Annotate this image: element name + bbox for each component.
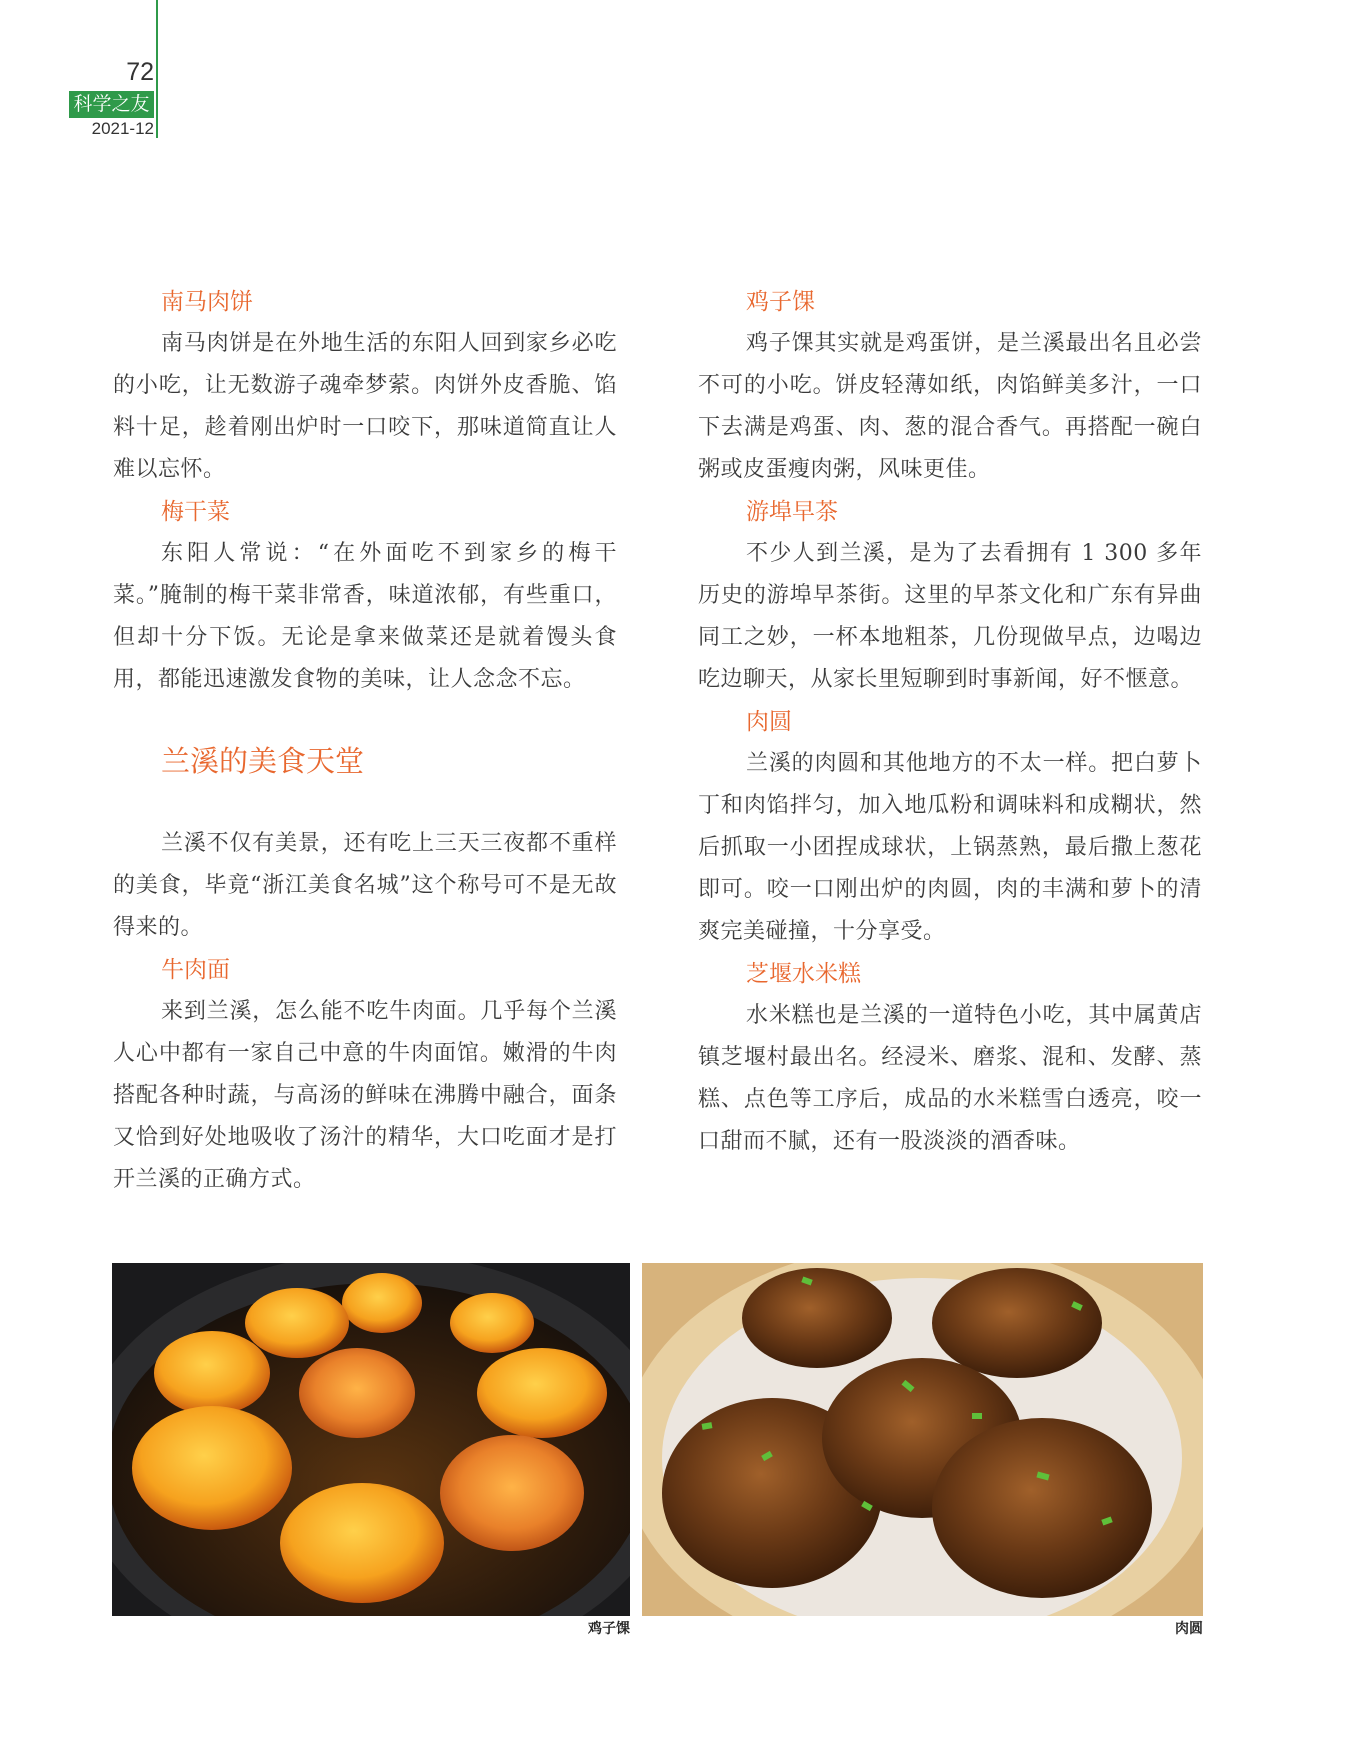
page-number: 72 xyxy=(126,58,154,86)
heading-niuroumian: 牛肉面 xyxy=(161,957,230,983)
paragraph-zhiyan-shuimigao: 水米糕也是兰溪的一道特色小吃，其中属黄店镇芝堰村最出名。经浸米、磨浆、混和、发酵、蒸糕、点色等工序后，成品的水米糕雪白透亮，咬一口甜而不腻，还有一股淡淡的酒香味。 xyxy=(698,1003,1202,1154)
paragraph-jiziguo: 鸡子馃其实就是鸡蛋饼，是兰溪最出名且必尝不可的小吃。饼皮轻薄如纸，肉馅鲜美多汁，一口下去满是鸡蛋、肉、葱的混合香气。再搭配一碗白粥或皮蛋瘦肉粥，风味更佳。 xyxy=(698,331,1202,482)
left-column xyxy=(113,281,617,1201)
heading-jiziguo: 鸡子馃 xyxy=(746,289,815,315)
heading-rouyuan: 肉圆 xyxy=(746,709,792,735)
issue-date: 2021-12 xyxy=(91,119,154,138)
paragraph-niuroumian: 来到兰溪，怎么能不吃牛肉面。几乎每个兰溪人心中都有一家自己中意的牛肉面馆。嫩滑的牛肉搭配各种时蔬，与高汤的鲜味在沸腾中融合，面条又恰到好处地吸收了汤汁的精华，大口吃面才是打开兰溪的正确方式。 xyxy=(113,999,617,1192)
heading-zhiyan-shuimigao: 芝堰水米糕 xyxy=(746,961,861,987)
paragraph-nanma-roubing: 南马肉饼是在外地生活的东阳人回到家乡必吃的小吃，让无数游子魂牵梦萦。肉饼外皮香脆、馅料十足，趁着刚出炉时一口咬下，那味道简直让人难以忘怀。 xyxy=(113,331,617,482)
paragraph-youbu-zaocha: 不少人到兰溪，是为了去看拥有 1 300 多年历史的游埠早茶街。这里的早茶文化和广东有异曲同工之妙，一杯本地粗茶，几份现做早点，边喝边吃边聊天，从家长里短聊到时事新闻，好不惬意。 xyxy=(698,541,1202,692)
jiziguo-illustration xyxy=(112,1263,630,1616)
caption-rouyuan: 肉圆 xyxy=(1175,1621,1203,1637)
caption-jiziguo: 鸡子馃 xyxy=(588,1621,630,1637)
paragraph-rouyuan: 兰溪的肉圆和其他地方的不太一样。把白萝卜丁和肉馅拌匀，加入地瓜粉和调味料和成糊状，然后抓取一小团捏成球状，上锅蒸熟，最后撒上葱花即可。咬一口刚出炉的肉圆，肉的丰满和萝卜的清爽完美碰撞，十分享受。 xyxy=(698,751,1202,944)
photo-jiziguo xyxy=(112,1263,630,1616)
paragraph-lanxi-intro: 兰溪不仅有美景，还有吃上三天三夜都不重样的美食，毕竟“浙江美食名城”这个称号可不是无故得来的。 xyxy=(113,831,617,940)
section-title-lanxi: 兰溪的美食天堂 xyxy=(161,744,365,778)
magazine-name: 科学之友 xyxy=(69,91,154,118)
right-column xyxy=(698,281,1202,1163)
header-divider-line xyxy=(156,0,158,138)
rouyuan-illustration xyxy=(642,1263,1203,1616)
paragraph-meigancai: 东阳人常说：“在外面吃不到家乡的梅干菜。”腌制的梅干菜非常香，味道浓郁，有些重口，但却十分下饭。无论是拿来做菜还是就着馒头食用，都能迅速激发食物的美味，让人念念不忘。 xyxy=(113,541,617,692)
heading-nanma-roubing: 南马肉饼 xyxy=(161,289,253,315)
heading-meigancai: 梅干菜 xyxy=(161,499,230,525)
photo-rouyuan xyxy=(642,1263,1203,1616)
heading-youbu-zaocha: 游埠早茶 xyxy=(746,499,838,525)
